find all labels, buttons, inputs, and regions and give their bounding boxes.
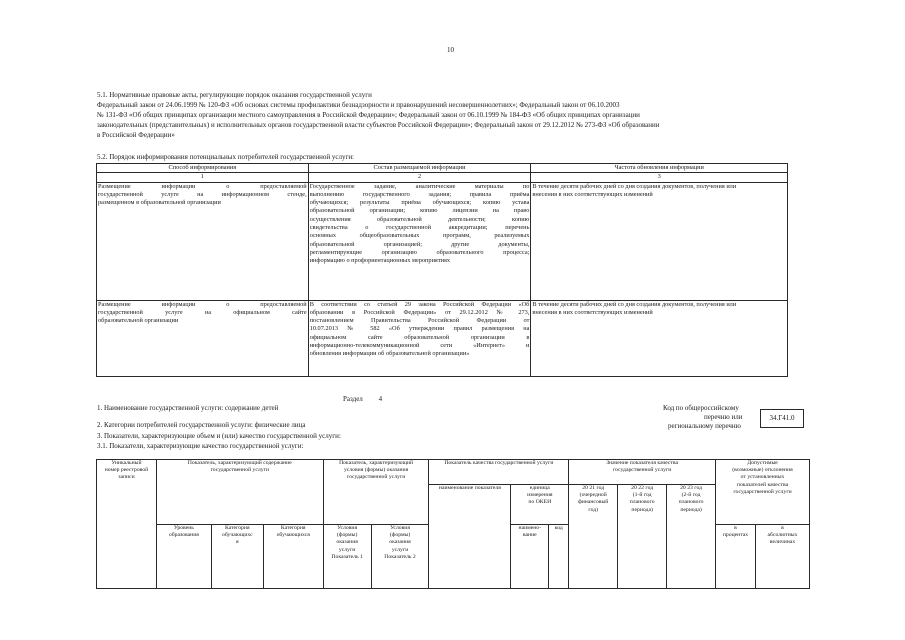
subheader-unit-name	[511, 525, 549, 589]
header-line: Показатель, характеризующий	[339, 460, 414, 466]
header-line: по ОКЕИ	[528, 499, 552, 506]
header-line: Показатель, характеризующий содержание	[187, 460, 292, 466]
header-line: вание	[522, 532, 537, 539]
header-line: Уникальный	[111, 460, 142, 466]
table-cell-method	[97, 182, 309, 300]
header-line: оказания	[336, 539, 358, 546]
header-line: государственной услуги	[210, 467, 269, 474]
cell-line: образовательной организации; копию лицензии на право	[309, 207, 530, 215]
code-label: Код по общероссийскому	[663, 404, 739, 412]
table-cell-content	[308, 182, 531, 300]
header-line: государственной услуги	[346, 474, 406, 481]
header-line: (возможные) отклонения	[732, 467, 793, 474]
cell-line: В соответствии со статьей 29 закона Российской Федерации «Об	[309, 300, 530, 308]
cell-line: основных общеобразовательных программ, реализуемых	[309, 232, 530, 240]
table-cell-method	[97, 300, 309, 376]
header-conditions-indicator	[323, 460, 429, 525]
header-line: Уровень	[173, 525, 194, 531]
header-line: номер реестровой	[104, 467, 149, 474]
cell-line: свидетельства о государственной аккредитации; перечень	[309, 224, 530, 232]
header-line: Показатель 1	[331, 553, 363, 560]
header-line: государственной услуги	[733, 488, 792, 495]
header-line: записи	[118, 474, 135, 481]
subheader-condition-2	[371, 525, 429, 589]
header-line: измерения	[527, 492, 553, 499]
code-label: региональному перечню	[668, 422, 741, 430]
column-header: Состав размещаемой информации	[308, 164, 531, 173]
information-table	[96, 163, 788, 377]
header-line: (формы)	[389, 532, 411, 539]
cell-line: Размещение информации о предоставляемой	[98, 182, 307, 190]
consumer-category: 2. Категории потребителей государственной услуги: физические лица	[97, 421, 306, 429]
page-number: 10	[447, 46, 454, 54]
column-number: 1	[97, 173, 309, 182]
header-line: государственной услуги	[612, 467, 672, 474]
cell-line: информационно-телекоммуникационной сети «Интернет» и	[309, 342, 530, 350]
section-5-2-heading: 5.2. Порядок информирования потенциальных потребителей государственной услуги:	[97, 153, 355, 161]
cell-line: постановлением Правительства Российской Федерации от	[309, 317, 530, 325]
cell-line: осуществления образовательной деятельности; копию	[309, 215, 530, 223]
table-cell-content	[308, 300, 531, 376]
header-content-indicator	[156, 460, 323, 525]
header-line: 20 22 год	[631, 485, 654, 491]
section-5-1-line: Федеральный закон от 24.06.1999 № 120-ФЗ «Об основах системы профилактики безнадзорности и правонарушений несовершеннолетних»; Федеральный закон от 06.10.2003	[97, 101, 620, 109]
cell-line: обновления информации об образовательной организации»	[309, 350, 470, 358]
header-line: Условия	[337, 525, 358, 531]
subheader-category-1	[211, 525, 263, 589]
cell-line: 10.07.2013 № 582 «Об утверждении правил размещения на	[309, 325, 530, 333]
table-cell-frequency	[531, 300, 788, 376]
cell-line: образовательной организации	[98, 317, 179, 325]
header-line: Категория	[224, 525, 250, 531]
header-quality-indicator: Показатель качества государственной услуги	[429, 460, 569, 485]
header-line: (2-й год	[681, 492, 701, 499]
header-line: услуги	[391, 546, 409, 553]
cell-line: информацию о профориентационных мероприятиях	[309, 257, 450, 265]
header-deviations	[716, 460, 810, 525]
section-5-1-line: в Российской Федерации»	[97, 131, 175, 139]
subheader-absolute	[755, 525, 809, 589]
service-name: 1. Наименование государственной услуги: содержание детей	[97, 404, 279, 412]
header-unit	[511, 485, 569, 525]
cell-line: В течение десяти рабочих дней со дня создания документов, получения или	[532, 300, 737, 308]
header-indicator-name: наименование показателя	[429, 485, 511, 589]
cell-line: официальном сайте образовательной организации в	[309, 333, 530, 341]
subheader-percent	[716, 525, 756, 589]
section-word: Раздел	[343, 395, 363, 403]
cell-line: выполнению государственного задания; правила приёма	[309, 190, 530, 198]
registry-code-box: 34.Г41.0	[760, 409, 804, 428]
header-line: от установленных	[740, 474, 785, 481]
section-5-1-line: № 131-ФЗ «Об общих принципах организации местного самоуправления в Российской Федерации»; Федеральный закон от 06.10.1999 № 184-ФЗ «Об общих принципах организации	[97, 111, 640, 119]
quality-indicators-heading: 3.1. Показатели, характеризующие качество государственной услуги:	[97, 442, 304, 450]
header-line: Показатель 2	[384, 553, 416, 560]
cell-line: государственной услуге на информационном стенде,	[98, 190, 307, 198]
header-line: условия (формы) оказания	[343, 467, 409, 474]
header-year-3	[667, 485, 716, 589]
cell-line: внесения в них соответствующих изменений	[532, 190, 653, 198]
header-line: обучающихс	[221, 532, 253, 539]
cell-line: Размещение информации о предоставляемой	[98, 300, 307, 308]
header-year-2	[618, 485, 667, 589]
header-line: периода)	[631, 506, 653, 513]
section-5-1-line: законодательных (представительных) и исполнительных органов государственной власти субъектов Российской Федерации»; Федеральный закон от 29.12.2012 № 273-ФЗ «Об образовании	[97, 121, 660, 129]
header-line: величинах	[769, 539, 796, 546]
cell-line: образовательной организацией; другие документы,	[309, 240, 530, 248]
header-year-1	[569, 485, 618, 589]
header-line: финансовый	[578, 499, 609, 506]
header-line: планового	[629, 499, 655, 506]
column-number: 2	[308, 173, 531, 182]
subheader-unit-code: код	[549, 525, 569, 589]
header-line: Категория	[280, 525, 306, 531]
header-line: в	[781, 525, 784, 531]
code-label: перечню или	[704, 413, 743, 421]
subheader-level	[156, 525, 211, 589]
header-line: (очередной	[579, 492, 607, 499]
header-line: периода)	[680, 506, 702, 513]
header-line: (формы)	[336, 532, 358, 539]
cell-line: регламентирующие организацию образовательного процесса;	[309, 248, 530, 256]
section-label	[343, 395, 382, 403]
subheader-condition-1	[323, 525, 371, 589]
header-line: год)	[588, 506, 599, 513]
column-header: Способ информирования	[97, 164, 309, 173]
section-5-1-heading: 5.1. Нормативные правовые акты, регулирующие порядок оказания государственной услуги	[97, 91, 372, 99]
header-line: обучающихся	[276, 532, 310, 539]
quality-table	[96, 459, 810, 589]
header-indicator-values	[569, 460, 716, 485]
header-line: образования	[168, 532, 199, 539]
header-line: абсолютных	[767, 532, 798, 539]
header-line: Допустимые	[747, 460, 778, 466]
column-header: Частота обновления информации	[531, 164, 788, 173]
table-cell-frequency	[531, 182, 788, 300]
cell-line: размещенном в образовательной организации	[98, 199, 221, 207]
header-line: 20 21 год	[582, 485, 605, 491]
header-line: планового	[678, 499, 704, 506]
header-line: Условия	[390, 525, 410, 531]
header-line: наимено-	[518, 525, 542, 531]
subheader-category-2	[263, 525, 323, 589]
header-line: показателей качества	[736, 481, 789, 488]
header-line: единица	[529, 485, 550, 491]
header-line: процентах	[722, 532, 749, 539]
indicators-heading: 3. Показатели, характеризующие объем и (или) качество государственной услуги:	[97, 432, 341, 440]
cell-line: Государственное задание, аналитические материалы по	[309, 182, 530, 190]
header-line: я	[235, 539, 239, 546]
header-line: 20 23 год	[680, 485, 703, 491]
cell-line: образовании в Российской Федерации» от 29.12.2012 № 273,	[309, 308, 530, 316]
header-line: Значение показателя качества	[606, 460, 679, 466]
cell-line: В течение десяти рабочих дней со дня создания документов, получения или	[532, 182, 737, 190]
header-line: (1-й год	[632, 492, 652, 499]
cell-line: внесения в них соответствующих изменений	[532, 308, 653, 316]
section-number: 4	[378, 395, 383, 403]
cell-line: государственной услуге на официальном сайте	[98, 308, 307, 316]
header-line: оказания	[389, 539, 411, 546]
cell-line: обучающихся; результаты приёма обучающихся; копию устава	[309, 199, 530, 207]
header-line: в	[734, 525, 737, 531]
column-number: 3	[531, 173, 788, 182]
header-line: услуги	[338, 546, 356, 553]
header-unique-number	[97, 460, 157, 589]
